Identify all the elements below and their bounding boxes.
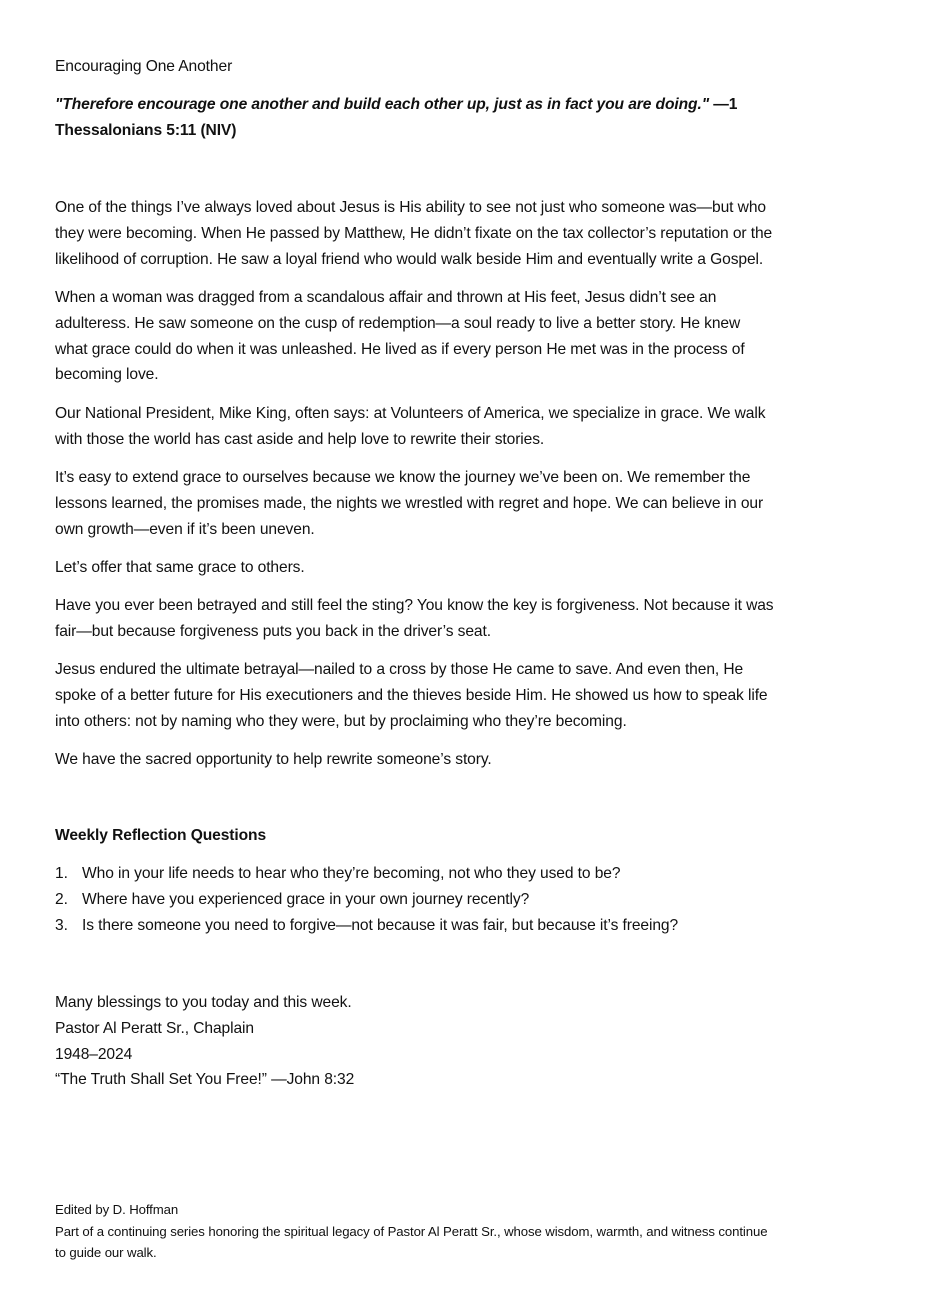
question-text: Where have you experienced grace in your own journey recently?	[82, 890, 530, 908]
series-note: Part of a continuing series honoring the spiritual legacy of Pastor Al Peratt Sr., whose wisdom, warmth, and witness continue	[55, 1223, 768, 1239]
paragraph-line: When a woman was dragged from a scandalous affair and thrown at His feet, Jesus didn’t see an	[55, 289, 717, 306]
body-paragraph	[55, 195, 772, 272]
paragraph-line: One of the things I’ve always loved about Jesus is His ability to see not just who someone was—but who	[55, 199, 766, 216]
scripture-reference: —1	[709, 96, 738, 113]
body-paragraph	[55, 401, 765, 453]
paragraph-line: they were becoming. When He passed by Matthew, He didn’t fixate on the tax collector’s reputation or the	[55, 224, 773, 242]
paragraph-line: Have you ever been betrayed and still feel the sting? You know the key is forgiveness. Not because it was	[55, 597, 774, 614]
body-paragraph	[55, 593, 774, 645]
closing-signature	[55, 990, 354, 1093]
question-number: 1.	[55, 865, 68, 882]
question-item	[55, 913, 678, 939]
question-item	[55, 861, 678, 887]
closing-blessing: Many blessings to you today and this week.	[55, 994, 352, 1011]
editor-credit: Edited by D. Hoffman	[55, 1202, 179, 1217]
scripture-quote	[55, 92, 737, 144]
reflection-questions-list	[55, 861, 678, 938]
body-paragraph	[55, 285, 745, 388]
reflection-heading: Weekly Reflection Questions	[55, 827, 267, 844]
question-number: 2.	[55, 890, 68, 908]
author-years: 1948–2024	[55, 1045, 133, 1063]
paragraph-line: Jesus endured the ultimate betrayal—nailed to a cross by those He came to save. And even then, He	[55, 661, 744, 678]
question-item	[55, 887, 678, 913]
paragraph-line: adulteress. He saw someone on the cusp of redemption—a soul ready to live a better story. He knew	[55, 314, 741, 332]
series-note-cont: to guide our walk.	[55, 1245, 157, 1260]
body-paragraph	[55, 465, 763, 542]
question-text: Who in your life needs to hear who they’re becoming, not who they used to be?	[82, 865, 621, 882]
paragraph-line: It’s easy to extend grace to ourselves because we know the journey we’ve been on. We remember the	[55, 469, 751, 486]
paragraph-line: spoke of a better future for His executioners and the thieves beside Him. He showed us how to speak life	[55, 686, 768, 704]
paragraph-line: fair—but because forgiveness puts you back in the driver’s seat.	[55, 622, 491, 640]
question-number: 3.	[55, 916, 68, 934]
closing-verse: “The Truth Shall Set You Free!” —John 8:32	[55, 1071, 355, 1089]
body-paragraph	[55, 657, 768, 734]
paragraph-line: becoming love.	[55, 366, 159, 384]
paragraph-line: into others: not by naming who they were, but by proclaiming who they’re becoming.	[55, 712, 627, 730]
paragraph-line: Our National President, Mike King, often says: at Volunteers of America, we specialize in grace. We walk	[55, 405, 766, 422]
question-text: Is there someone you need to forgive—not because it was fair, but because it’s freeing?	[82, 916, 679, 934]
paragraph-line: Let’s offer that same grace to others.	[55, 559, 305, 576]
body-paragraph	[55, 747, 492, 773]
paragraph-line: lessons learned, the promises made, the nights we wrestled with regret and hope. We can believe in our	[55, 494, 764, 512]
paragraph-line: We have the sacred opportunity to help rewrite someone’s story.	[55, 751, 492, 768]
paragraph-line: own growth—even if it’s been uneven.	[55, 520, 315, 538]
author-name: Pastor Al Peratt Sr., Chaplain	[55, 1019, 254, 1037]
document-title: Encouraging One Another	[55, 58, 233, 75]
paragraph-line: likelihood of corruption. He saw a loyal friend who would walk beside Him and eventually write a Gospel.	[55, 250, 764, 268]
footer-note	[55, 1199, 767, 1264]
scripture-text: "Therefore encourage one another and build each other up, just as in fact you are doing."	[55, 96, 709, 113]
paragraph-line: what grace could do when it was unleashed. He lived as if every person He met was in the process of	[55, 340, 745, 358]
scripture-reference-cont: Thessalonians 5:11 (NIV)	[55, 121, 237, 139]
paragraph-line: with those the world has cast aside and help love to rewrite their stories.	[55, 430, 545, 448]
body-paragraph	[55, 555, 305, 581]
